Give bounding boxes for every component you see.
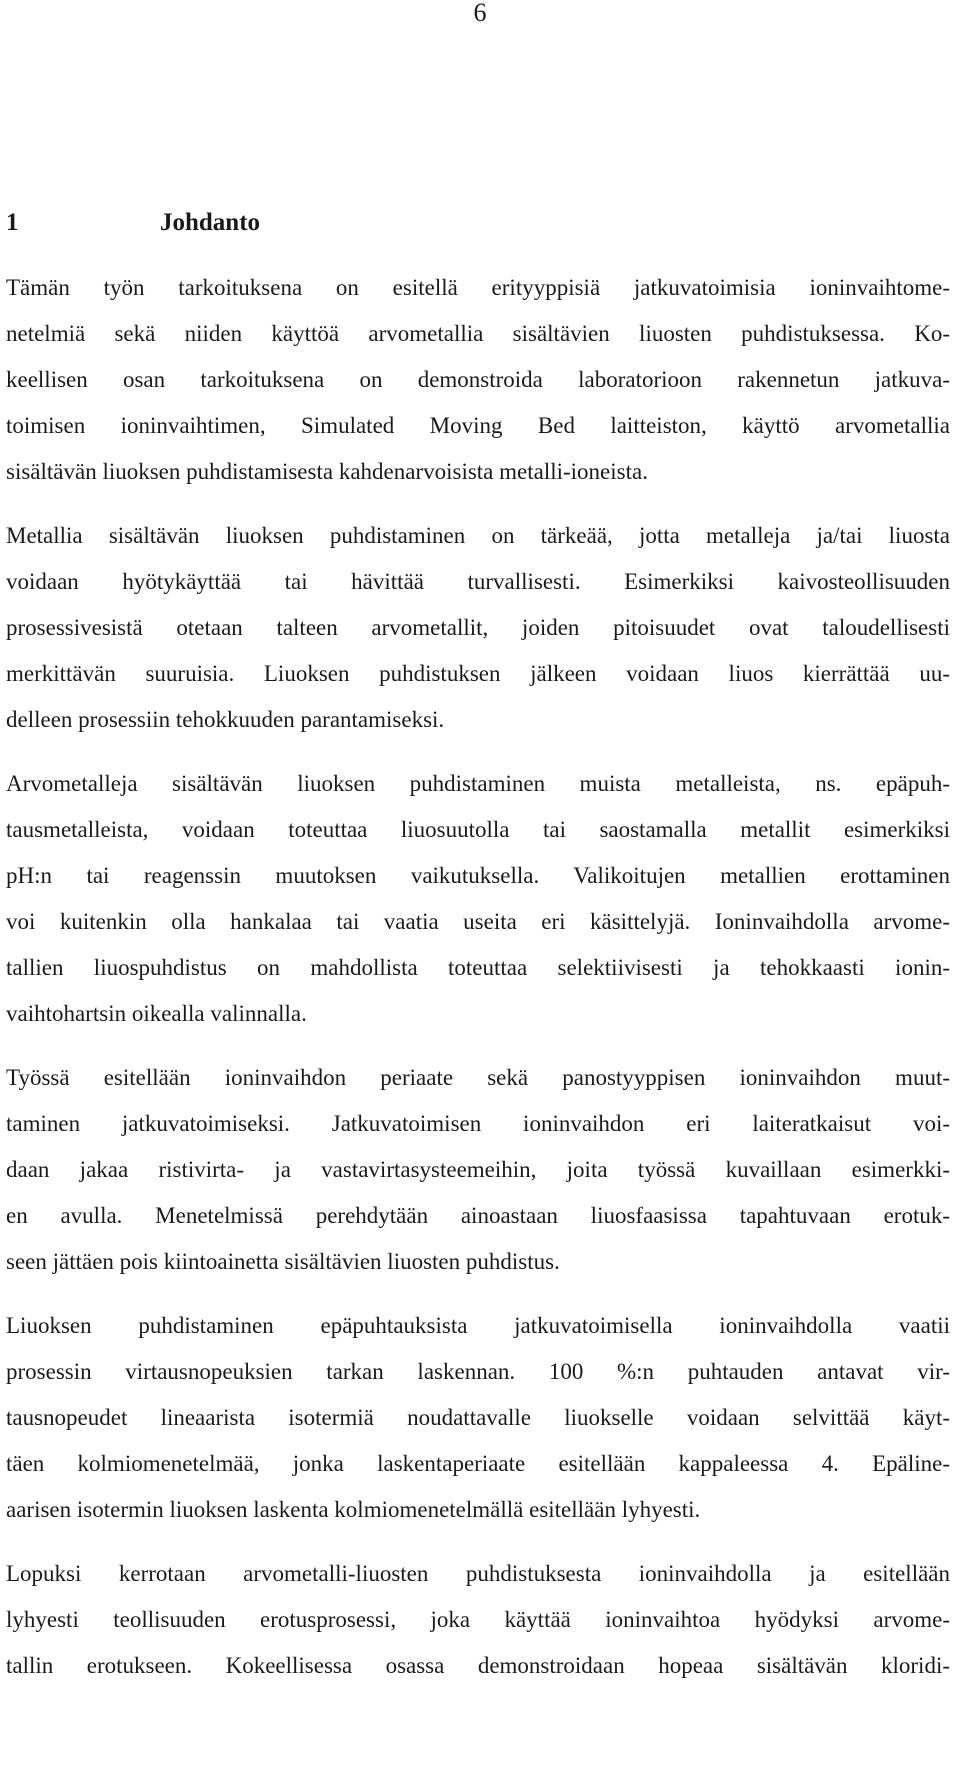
- text-line: taminen jatkuvatoimiseksi. Jatkuvatoimisen ioninvaihdon eri laiteratkaisut voi-: [6, 1111, 950, 1136]
- text-line: prosessin virtausnopeuksien tarkan laskennan. 100 %:n puhtauden antavat vir-: [6, 1359, 950, 1384]
- section-number: 1: [6, 209, 19, 236]
- text-line: daan jakaa ristivirta- ja vastavirtasysteemeihin, joita työssä kuvaillaan esimerkki-: [6, 1157, 950, 1182]
- text-line: aarisen isotermin liuoksen laskenta kolmiomenetelmällä esitellään lyhyesti.: [6, 1497, 701, 1522]
- text-line: Liuoksen puhdistaminen epäpuhtauksista jatkuvatoimisella ioninvaihdolla vaatii: [6, 1313, 950, 1338]
- paragraph: [6, 1303, 950, 1533]
- text-line: tausmetalleista, voidaan toteuttaa liuosuutolla tai saostamalla metallit esimerkiksi: [6, 817, 950, 842]
- text-line: lyhyesti teollisuuden erotusprosessi, joka käyttää ioninvaihtoa hyödyksi arvome-: [6, 1607, 950, 1632]
- paragraph: [6, 761, 950, 1037]
- text-line: Arvometalleja sisältävän liuoksen puhdistaminen muista metalleista, ns. epäpuh-: [6, 771, 950, 796]
- text-line: tausnopeudet lineaarista isotermiä noudattavalle liuokselle voidaan selvittää käyt-: [6, 1405, 950, 1430]
- text-line: en avulla. Menetelmissä perehdytään ainoastaan liuosfaasissa tapahtuvaan erotuk-: [6, 1203, 950, 1228]
- text-line: voidaan hyötykäyttää tai hävittää turvallisesti. Esimerkiksi kaivosteollisuuden: [6, 569, 950, 594]
- text-line: Metallia sisältävän liuoksen puhdistaminen on tärkeää, jotta metalleja ja/tai liuosta: [6, 523, 950, 548]
- paragraph: [6, 265, 950, 495]
- text-line: keellisen osan tarkoituksena on demonstroida laboratorioon rakennetun jatkuva-: [6, 367, 950, 392]
- body-text: [6, 265, 950, 1707]
- text-line: Työssä esitellään ioninvaihdon periaate sekä panostyyppisen ioninvaihdon muut-: [6, 1065, 950, 1090]
- paragraph: [6, 1551, 950, 1689]
- text-line: merkittävän suuruisia. Liuoksen puhdistuksen jälkeen voidaan liuos kierrättää uu-: [6, 661, 950, 686]
- page-number: 6: [473, 0, 487, 27]
- paragraph: [6, 1055, 950, 1285]
- text-line: Tämän työn tarkoituksena on esitellä erityyppisiä jatkuvatoimisia ioninvaihtome-: [6, 275, 950, 300]
- section-title: Johdanto: [160, 209, 261, 236]
- text-line: vaihtohartsin oikealla valinnalla.: [6, 1001, 307, 1026]
- text-line: toimisen ioninvaihtimen, Simulated Moving Bed laitteiston, käyttö arvometallia: [6, 413, 950, 438]
- text-line: voi kuitenkin olla hankalaa tai vaatia useita eri käsittelyjä. Ioninvaihdolla arvome-: [6, 909, 950, 934]
- section-heading: [6, 208, 260, 238]
- text-line: sisältävän liuoksen puhdistamisesta kahdenarvoisista metalli-ioneista.: [6, 459, 648, 484]
- text-line: delleen prosessiin tehokkuuden parantamiseksi.: [6, 707, 445, 732]
- text-line: täen kolmiomenetelmää, jonka laskentaperiaate esitellään kappaleessa 4. Epäline-: [6, 1451, 950, 1476]
- paragraph: [6, 513, 950, 743]
- text-line: Lopuksi kerrotaan arvometalli-liuosten puhdistuksesta ioninvaihdolla ja esitellään: [6, 1561, 950, 1586]
- text-line: netelmiä sekä niiden käyttöä arvometallia sisältävien liuosten puhdistuksessa. Ko-: [6, 321, 950, 346]
- text-line: prosessivesistä otetaan talteen arvometallit, joiden pitoisuudet ovat taloudellisesti: [6, 615, 950, 640]
- text-line: pH:n tai reagenssin muutoksen vaikutuksella. Valikoitujen metallien erottaminen: [6, 863, 950, 888]
- text-line: tallin erotukseen. Kokeellisessa osassa demonstroidaan hopeaa sisältävän kloridi-: [6, 1653, 950, 1678]
- text-line: tallien liuospuhdistus on mahdollista toteuttaa selektiivisesti ja tehokkaasti ionin-: [6, 955, 950, 980]
- text-line: seen jättäen pois kiintoainetta sisältävien liuosten puhdistus.: [6, 1249, 560, 1274]
